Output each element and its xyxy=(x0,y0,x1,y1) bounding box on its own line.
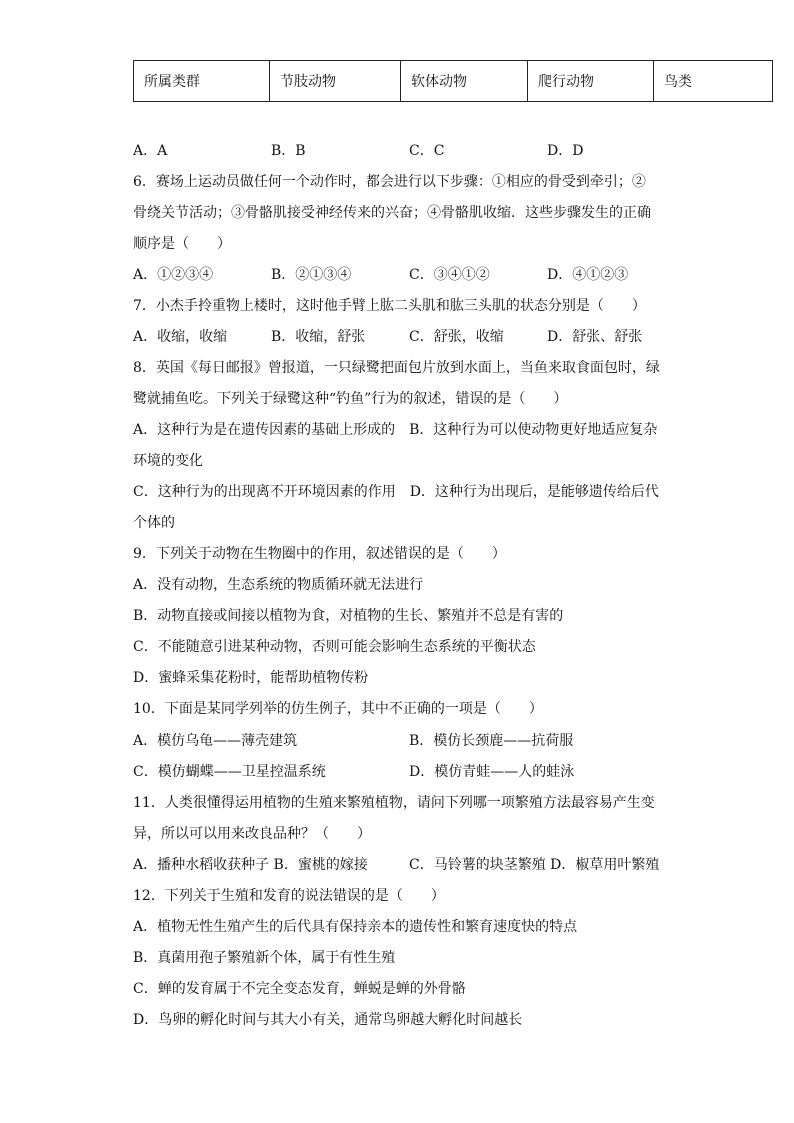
q8-option-line-2: 环境的变化 xyxy=(133,453,203,469)
q6-stem-line-1: 6．赛场上运动员做任何一个动作时，都会进行以下步骤：①相应的骨受到牵引；② xyxy=(133,174,646,190)
q6-stem-line-3: 顺序是（ ） xyxy=(133,236,231,252)
table-cell-arthropod: 节肢动物 xyxy=(270,61,401,102)
q5-option-b: B．B xyxy=(271,143,306,159)
q9-option-c: C．不能随意引进某种动物，否则可能会影响生态系统的平衡状态 xyxy=(133,639,536,655)
table-cell-reptile: 爬行动物 xyxy=(528,61,654,102)
q6-stem-line-2: 骨绕关节活动；③骨骼肌接受神经传来的兴奋；④骨骼肌收缩．这些步骤发生的正确 xyxy=(133,205,651,221)
q11-option-cd: C．马铃薯的块茎繁殖 D．椒草用叶繁殖 xyxy=(409,857,660,873)
q10-option-d: D．模仿青蛙——人的蛙泳 xyxy=(409,764,575,780)
q10-option-c: C．模仿蝴蝶——卫星控温系统 xyxy=(133,764,326,780)
q9-option-b: B．动物直接或间接以植物为食，对植物的生长、繁殖并不总是有害的 xyxy=(133,608,564,624)
q5-option-a: A．A xyxy=(133,143,168,159)
q10-option-b: B．模仿长颈鹿——抗荷服 xyxy=(409,733,574,749)
q8-stem-line-1: 8．英国《每日邮报》曾报道，一只绿鹭把面包片放到水面上，当鱼来取食面包时，绿 xyxy=(133,360,660,376)
table-cell-bird: 鸟类 xyxy=(654,61,773,102)
q6-option-c: C．③④①② xyxy=(409,267,490,283)
q7-option-b: B．收缩，舒张 xyxy=(271,329,366,345)
q11-stem-line-1: 11．人类很懂得运用植物的生殖来繁殖植物，请问下列哪一项繁殖方法最容易产生变 xyxy=(133,795,655,811)
q7-stem: 7．小杰手拎重物上楼时，这时他手臂上肱二头肌和肱三头肌的状态分别是（ ） xyxy=(133,298,646,314)
q5-option-d: D．D xyxy=(547,143,584,159)
q5-option-c: C．C xyxy=(409,143,445,159)
q12-option-d: D．鸟卵的孵化时间与其大小有关，通常鸟卵越大孵化时间越长 xyxy=(133,1012,523,1028)
q7-option-a: A．收缩，收缩 xyxy=(133,329,228,345)
q6-option-a: A．①②③④ xyxy=(133,267,214,283)
q12-option-a: A．植物无性生殖产生的后代具有保持亲本的遗传性和繁育速度快的特点 xyxy=(133,919,578,935)
q9-option-d: D．蜜蜂采集花粉时，能帮助植物传粉 xyxy=(133,670,369,686)
table-cell-mollusk: 软体动物 xyxy=(401,61,528,102)
q9-stem: 9．下列关于动物在生物圈中的作用，叙述错误的是（ ） xyxy=(133,546,506,562)
q7-option-c: C．舒张，收缩 xyxy=(409,329,504,345)
table-row xyxy=(134,61,773,102)
q12-option-c: C．蝉的发育属于不完全变态发育，蝉蜕是蝉的外骨骼 xyxy=(133,981,466,997)
q10-option-a: A．模仿乌龟——薄壳建筑 xyxy=(133,733,298,749)
table-cell-group: 所属类群 xyxy=(134,61,270,102)
q8-stem-line-2: 鹭就捕鱼吃。下列关于绿鹭这种“钓鱼”行为的叙述，错误的是（ ） xyxy=(133,391,568,407)
q8-option-line-4: 个体的 xyxy=(133,515,175,531)
q12-stem: 12．下列关于生殖和发育的说法错误的是（ ） xyxy=(133,888,445,904)
q8-option-line-3: C．这种行为的出现离不开环境因素的作用 D．这种行为出现后，是能够遗传给后代 xyxy=(133,484,659,500)
q12-option-b: B．真菌用孢子繁殖新个体，属于有性生殖 xyxy=(133,950,396,966)
q7-option-d: D．舒张、舒张 xyxy=(547,329,643,345)
q11-option-ab: A．播种水稻收获种子 B．蜜桃的嫁接 xyxy=(133,857,368,873)
q10-stem: 10．下面是某同学列举的仿生例子，其中不正确的一项是（ ） xyxy=(133,701,543,717)
q9-option-a: A．没有动物，生态系统的物质循环就无法进行 xyxy=(133,577,424,593)
classification-table xyxy=(133,60,773,102)
q8-option-line-1: A．这种行为是在遗传因素的基础上形成的 B．这种行为可以使动物更好地适应复杂 xyxy=(133,422,658,438)
q6-option-b: B．②①③④ xyxy=(271,267,352,283)
q6-option-d: D．④①②③ xyxy=(547,267,629,283)
q11-stem-line-2: 异，所以可以用来改良品种？（ ） xyxy=(133,826,371,842)
